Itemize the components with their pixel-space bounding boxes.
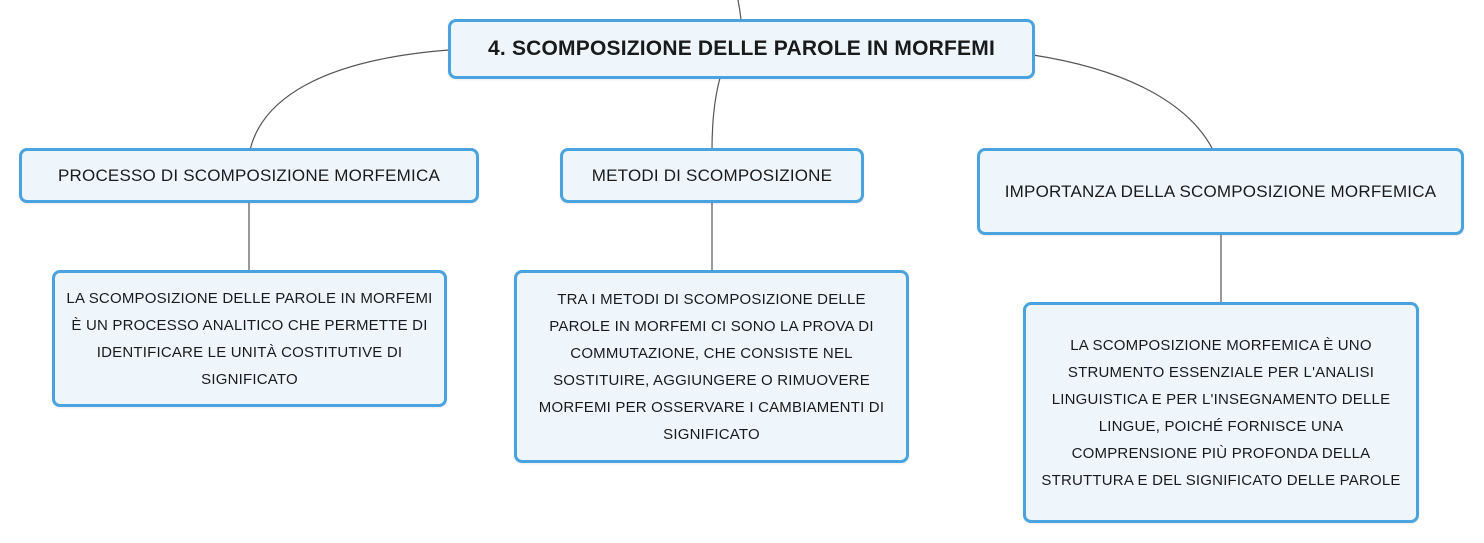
detail-text: LA SCOMPOSIZIONE MORFEMICA È UNO STRUMENTO ESSENZIALE PER L'ANALISI LINGUISTICA E PER L'INSEGNAMENTO DELLE LINGUE, POICHÉ FORNISCE UNA COMPRENSIONE PIÙ PROFONDA DELLA STRUTTURA E DEL SIGNIFICATO DELLE PAROLE: [1041, 336, 1401, 489]
connector-root-to-branch-1: [250, 50, 449, 150]
branch-label: METODI DI SCOMPOSIZIONE: [591, 165, 833, 185]
detail-text: TRA I METODI DI SCOMPOSIZIONE DELLE PAROLE IN MORFEMI CI SONO LA PROVA DI COMMUTAZIONE, CHE CONSISTE NEL SOSTITUIRE, AGGIUNGERE O RIMUOVERE MORFEMI PER OSSERVARE I CAMBIAMENTI DI SIGNIFICATO: [538, 290, 885, 443]
branch-importanza-scomposizione[interactable]: [977, 148, 1464, 235]
branch-label: PROCESSO DI SCOMPOSIZIONE MORFEMICA: [58, 165, 440, 185]
branch-metodi-scomposizione[interactable]: [560, 148, 864, 203]
branch-label: IMPORTANZA DELLA SCOMPOSIZIONE MORFEMICA: [1004, 181, 1437, 201]
root-topic-label: 4. SCOMPOSIZIONE DELLE PAROLE IN MORFEMI: [488, 37, 995, 60]
detail-metodi-scomposizione[interactable]: [514, 270, 909, 463]
root-topic[interactable]: [448, 19, 1035, 79]
connector-parent-to-root: [738, 0, 741, 20]
detail-importanza-scomposizione[interactable]: [1023, 302, 1419, 523]
branch-processo-scomposizione[interactable]: [19, 148, 479, 203]
connector-root-to-branch-2: [712, 78, 720, 150]
detail-processo-scomposizione[interactable]: [52, 270, 447, 407]
detail-text: LA SCOMPOSIZIONE DELLE PAROLE IN MORFEMI È UN PROCESSO ANALITICO CHE PERMETTE DI IDENTIFICARE LE UNITÀ COSTITUTIVE DI SIGNIFICATO: [66, 289, 433, 388]
connector-root-to-branch-3: [1033, 55, 1213, 150]
